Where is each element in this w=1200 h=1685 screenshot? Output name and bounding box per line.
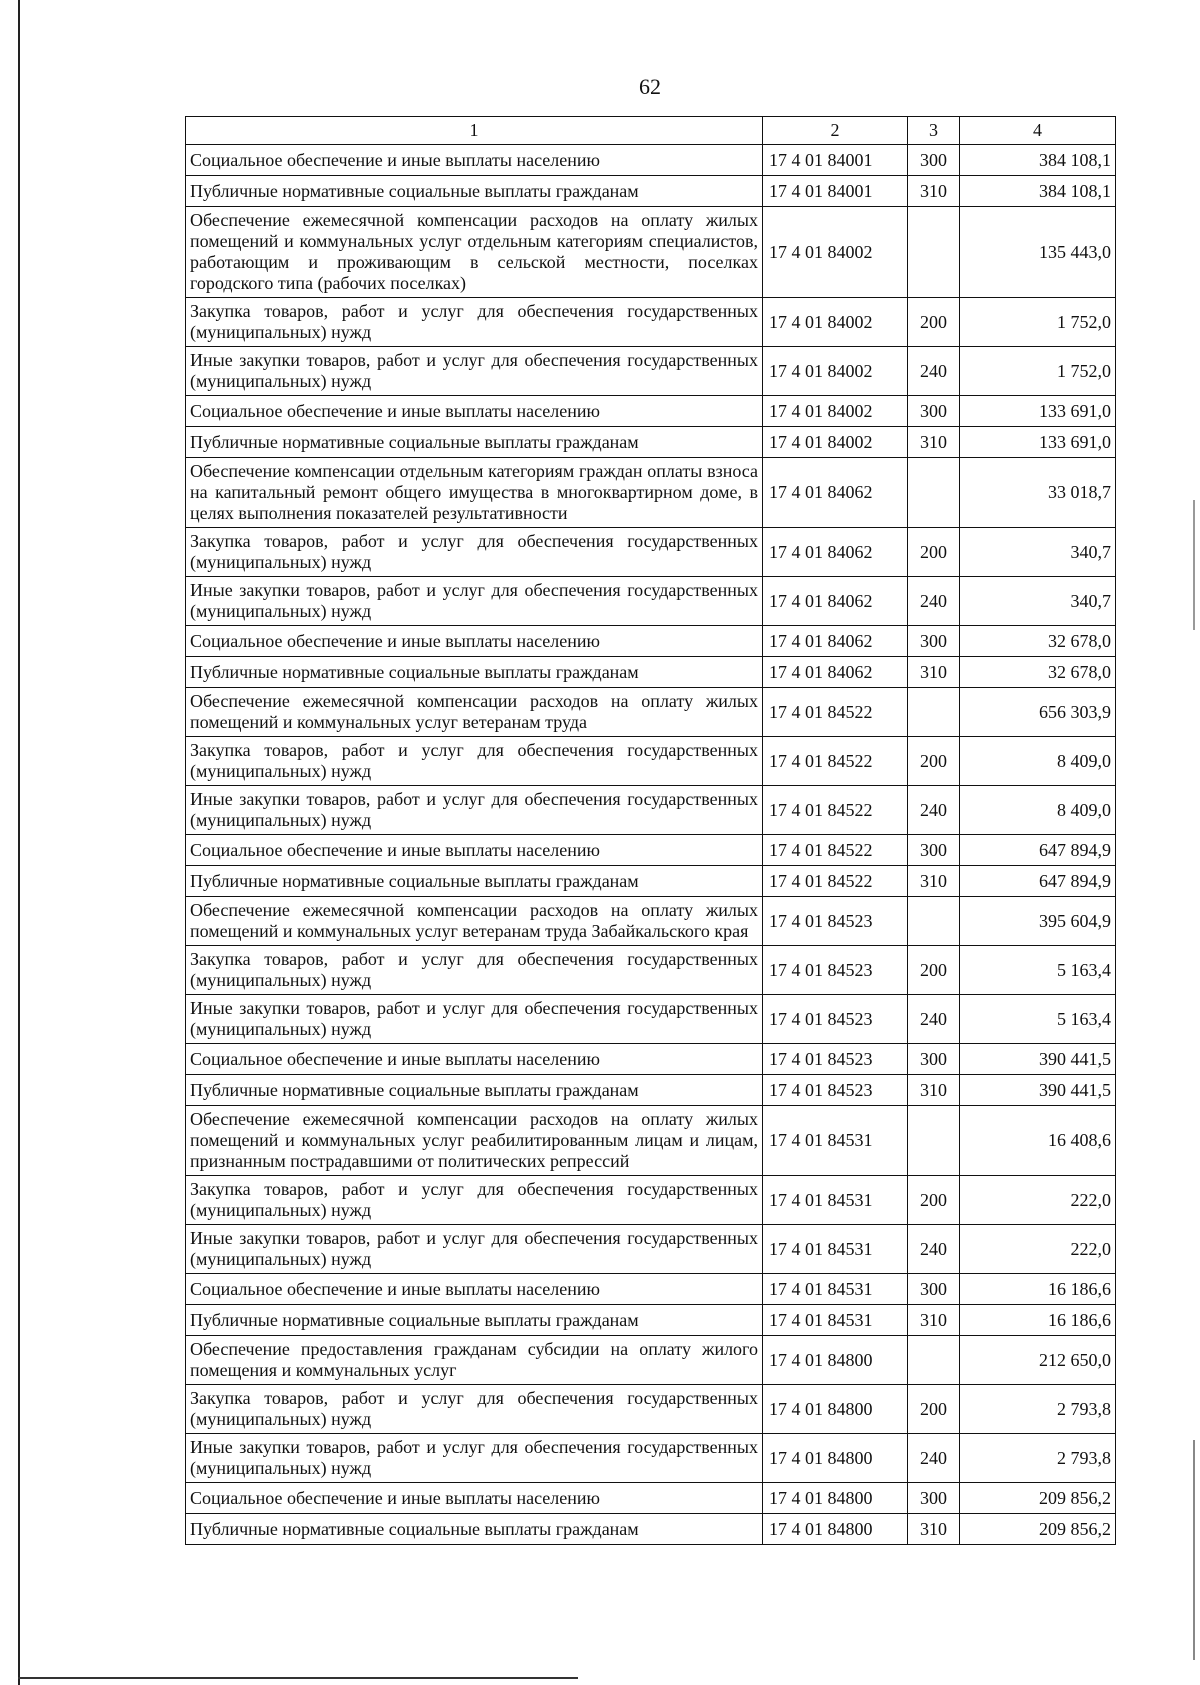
scan-right-mark <box>1193 500 1195 630</box>
code-cell: 17 4 01 84002 <box>763 298 908 347</box>
amount-cell: 384 108,1 <box>960 145 1116 176</box>
code-cell: 17 4 01 84522 <box>763 688 908 737</box>
table-row <box>186 946 1116 995</box>
amount-cell: 2 793,8 <box>960 1434 1116 1483</box>
expense-type-cell: 310 <box>908 427 960 458</box>
amount-cell: 209 856,2 <box>960 1514 1116 1545</box>
code-cell: 17 4 01 84523 <box>763 1075 908 1106</box>
table-row <box>186 1514 1116 1545</box>
expense-type-cell: 300 <box>908 626 960 657</box>
description-cell: Иные закупки товаров, работ и услуг для обеспечения государственных (муниципальных) нужд <box>186 995 763 1044</box>
table-row <box>186 1336 1116 1385</box>
table-row <box>186 1483 1116 1514</box>
table-row <box>186 737 1116 786</box>
amount-cell: 647 894,9 <box>960 835 1116 866</box>
code-cell: 17 4 01 84001 <box>763 145 908 176</box>
table-row <box>186 897 1116 946</box>
description-cell: Публичные нормативные социальные выплаты гражданам <box>186 866 763 897</box>
expense-type-cell: 310 <box>908 657 960 688</box>
code-cell: 17 4 01 84062 <box>763 626 908 657</box>
expense-type-cell <box>908 207 960 298</box>
amount-cell: 33 018,7 <box>960 458 1116 528</box>
description-cell: Иные закупки товаров, работ и услуг для обеспечения государственных (муниципальных) нужд <box>186 786 763 835</box>
table-row <box>186 1305 1116 1336</box>
amount-cell: 133 691,0 <box>960 427 1116 458</box>
page-number: 62 <box>639 74 661 99</box>
description-cell: Обеспечение ежемесячной компенсации расходов на оплату жилых помещений и коммунальных услуг ветеранам труда Забайкальского края <box>186 897 763 946</box>
code-cell: 17 4 01 84062 <box>763 577 908 626</box>
description-cell: Социальное обеспечение и иные выплаты населению <box>186 145 763 176</box>
table-row <box>186 786 1116 835</box>
code-cell: 17 4 01 84522 <box>763 786 908 835</box>
description-cell: Социальное обеспечение и иные выплаты населению <box>186 626 763 657</box>
table-row <box>186 866 1116 897</box>
expense-type-cell: 200 <box>908 1385 960 1434</box>
code-cell: 17 4 01 84800 <box>763 1514 908 1545</box>
amount-cell: 222,0 <box>960 1225 1116 1274</box>
expense-type-cell: 300 <box>908 1044 960 1075</box>
code-cell: 17 4 01 84531 <box>763 1274 908 1305</box>
table-row <box>186 995 1116 1044</box>
amount-cell: 32 678,0 <box>960 626 1116 657</box>
code-cell: 17 4 01 84062 <box>763 458 908 528</box>
amount-cell: 32 678,0 <box>960 657 1116 688</box>
amount-cell: 5 163,4 <box>960 995 1116 1044</box>
code-cell: 17 4 01 84531 <box>763 1305 908 1336</box>
description-cell: Закупка товаров, работ и услуг для обеспечения государственных (муниципальных) нужд <box>186 1385 763 1434</box>
table-row <box>186 577 1116 626</box>
header-cell-4: 4 <box>960 117 1116 145</box>
expense-type-cell: 300 <box>908 835 960 866</box>
amount-cell: 1 752,0 <box>960 347 1116 396</box>
table-row <box>186 1274 1116 1305</box>
description-cell: Закупка товаров, работ и услуг для обеспечения государственных (муниципальных) нужд <box>186 528 763 577</box>
amount-cell: 340,7 <box>960 577 1116 626</box>
code-cell: 17 4 01 84002 <box>763 207 908 298</box>
code-cell: 17 4 01 84523 <box>763 995 908 1044</box>
description-cell: Закупка товаров, работ и услуг для обеспечения государственных (муниципальных) нужд <box>186 737 763 786</box>
code-cell: 17 4 01 84531 <box>763 1106 908 1176</box>
table-row <box>186 1225 1116 1274</box>
table-row <box>186 1434 1116 1483</box>
description-cell: Социальное обеспечение и иные выплаты населению <box>186 1483 763 1514</box>
expense-type-cell: 240 <box>908 347 960 396</box>
amount-cell: 647 894,9 <box>960 866 1116 897</box>
expense-type-cell: 200 <box>908 1176 960 1225</box>
amount-cell: 390 441,5 <box>960 1044 1116 1075</box>
amount-cell: 16 186,6 <box>960 1274 1116 1305</box>
expense-type-cell <box>908 1336 960 1385</box>
table-row <box>186 347 1116 396</box>
code-cell: 17 4 01 84800 <box>763 1336 908 1385</box>
description-cell: Обеспечение ежемесячной компенсации расходов на оплату жилых помещений и коммунальных услуг ветеранам труда <box>186 688 763 737</box>
table-body <box>186 117 1116 1545</box>
code-cell: 17 4 01 84800 <box>763 1434 908 1483</box>
code-cell: 17 4 01 84800 <box>763 1385 908 1434</box>
expense-type-cell: 310 <box>908 866 960 897</box>
description-cell: Публичные нормативные социальные выплаты гражданам <box>186 657 763 688</box>
description-cell: Обеспечение предоставления гражданам субсидии на оплату жилого помещения и коммунальных услуг <box>186 1336 763 1385</box>
table-row <box>186 1176 1116 1225</box>
table-row <box>186 688 1116 737</box>
description-cell: Публичные нормативные социальные выплаты гражданам <box>186 1305 763 1336</box>
code-cell: 17 4 01 84523 <box>763 946 908 995</box>
description-cell: Публичные нормативные социальные выплаты гражданам <box>186 1514 763 1545</box>
table-row <box>186 298 1116 347</box>
description-cell: Публичные нормативные социальные выплаты гражданам <box>186 176 763 207</box>
table-header-row <box>186 117 1116 145</box>
table-row <box>186 176 1116 207</box>
description-cell: Социальное обеспечение и иные выплаты населению <box>186 396 763 427</box>
table-row <box>186 1385 1116 1434</box>
code-cell: 17 4 01 84523 <box>763 1044 908 1075</box>
table-row <box>186 1075 1116 1106</box>
expense-type-cell: 240 <box>908 786 960 835</box>
amount-cell: 16 408,6 <box>960 1106 1116 1176</box>
code-cell: 17 4 01 84001 <box>763 176 908 207</box>
code-cell: 17 4 01 84800 <box>763 1483 908 1514</box>
code-cell: 17 4 01 84522 <box>763 866 908 897</box>
amount-cell: 8 409,0 <box>960 737 1116 786</box>
description-cell: Иные закупки товаров, работ и услуг для обеспечения государственных (муниципальных) нужд <box>186 577 763 626</box>
expense-type-cell: 310 <box>908 1075 960 1106</box>
expense-type-cell <box>908 458 960 528</box>
scan-left-edge <box>18 0 20 1685</box>
table-row <box>186 427 1116 458</box>
description-cell: Закупка товаров, работ и услуг для обеспечения государственных (муниципальных) нужд <box>186 298 763 347</box>
expense-type-cell: 240 <box>908 995 960 1044</box>
expense-type-cell: 300 <box>908 396 960 427</box>
budget-table <box>185 116 1116 1545</box>
description-cell: Иные закупки товаров, работ и услуг для обеспечения государственных (муниципальных) нужд <box>186 1434 763 1483</box>
code-cell: 17 4 01 84002 <box>763 347 908 396</box>
code-cell: 17 4 01 84062 <box>763 528 908 577</box>
amount-cell: 222,0 <box>960 1176 1116 1225</box>
amount-cell: 390 441,5 <box>960 1075 1116 1106</box>
table-row <box>186 835 1116 866</box>
table-row <box>186 207 1116 298</box>
table-row <box>186 145 1116 176</box>
expense-type-cell: 310 <box>908 176 960 207</box>
table-row <box>186 396 1116 427</box>
amount-cell: 1 752,0 <box>960 298 1116 347</box>
header-cell-3: 3 <box>908 117 960 145</box>
amount-cell: 209 856,2 <box>960 1483 1116 1514</box>
expense-type-cell: 300 <box>908 145 960 176</box>
description-cell: Закупка товаров, работ и услуг для обеспечения государственных (муниципальных) нужд <box>186 1176 763 1225</box>
amount-cell: 8 409,0 <box>960 786 1116 835</box>
expense-type-cell: 300 <box>908 1483 960 1514</box>
code-cell: 17 4 01 84531 <box>763 1225 908 1274</box>
amount-cell: 384 108,1 <box>960 176 1116 207</box>
expense-type-cell: 240 <box>908 577 960 626</box>
header-cell-1: 1 <box>186 117 763 145</box>
description-cell: Публичные нормативные социальные выплаты гражданам <box>186 427 763 458</box>
description-cell: Социальное обеспечение и иные выплаты населению <box>186 1274 763 1305</box>
table-row <box>186 657 1116 688</box>
description-cell: Публичные нормативные социальные выплаты гражданам <box>186 1075 763 1106</box>
amount-cell: 656 303,9 <box>960 688 1116 737</box>
table-row <box>186 1106 1116 1176</box>
expense-type-cell: 200 <box>908 298 960 347</box>
amount-cell: 5 163,4 <box>960 946 1116 995</box>
amount-cell: 135 443,0 <box>960 207 1116 298</box>
code-cell: 17 4 01 84002 <box>763 396 908 427</box>
description-cell: Обеспечение ежемесячной компенсации расходов на оплату жилых помещений и коммунальных услуг отдельным категориям специалистов, работающим и проживающим в сельской местности, поселках городского типа (рабочих поселках) <box>186 207 763 298</box>
description-cell: Обеспечение компенсации отдельным категориям граждан оплаты взноса на капитальный ремонт общего имущества в многоквартирном доме, в целях выполнения показателей результативности <box>186 458 763 528</box>
expense-type-cell: 200 <box>908 737 960 786</box>
description-cell: Иные закупки товаров, работ и услуг для обеспечения государственных (муниципальных) нужд <box>186 1225 763 1274</box>
amount-cell: 16 186,6 <box>960 1305 1116 1336</box>
expense-type-cell <box>908 688 960 737</box>
expense-type-cell: 310 <box>908 1305 960 1336</box>
table-row <box>186 458 1116 528</box>
amount-cell: 212 650,0 <box>960 1336 1116 1385</box>
expense-type-cell: 200 <box>908 946 960 995</box>
code-cell: 17 4 01 84062 <box>763 657 908 688</box>
table-row <box>186 1044 1116 1075</box>
expense-type-cell: 300 <box>908 1274 960 1305</box>
expense-type-cell: 240 <box>908 1434 960 1483</box>
amount-cell: 340,7 <box>960 528 1116 577</box>
header-cell-2: 2 <box>763 117 908 145</box>
code-cell: 17 4 01 84522 <box>763 737 908 786</box>
code-cell: 17 4 01 84522 <box>763 835 908 866</box>
description-cell: Закупка товаров, работ и услуг для обеспечения государственных (муниципальных) нужд <box>186 946 763 995</box>
scan-right-mark-lower <box>1193 1440 1195 1660</box>
expense-type-cell: 310 <box>908 1514 960 1545</box>
code-cell: 17 4 01 84531 <box>763 1176 908 1225</box>
code-cell: 17 4 01 84002 <box>763 427 908 458</box>
expense-type-cell <box>908 897 960 946</box>
expense-type-cell: 200 <box>908 528 960 577</box>
scan-bottom-edge <box>18 1677 578 1679</box>
amount-cell: 395 604,9 <box>960 897 1116 946</box>
amount-cell: 133 691,0 <box>960 396 1116 427</box>
table-row <box>186 528 1116 577</box>
description-cell: Обеспечение ежемесячной компенсации расходов на оплату жилых помещений и коммунальных услуг реабилитированным лицам и лицам, признанным пострадавшими от политических репрессий <box>186 1106 763 1176</box>
expense-type-cell <box>908 1106 960 1176</box>
description-cell: Социальное обеспечение и иные выплаты населению <box>186 835 763 866</box>
description-cell: Социальное обеспечение и иные выплаты населению <box>186 1044 763 1075</box>
description-cell: Иные закупки товаров, работ и услуг для обеспечения государственных (муниципальных) нужд <box>186 347 763 396</box>
expense-type-cell: 240 <box>908 1225 960 1274</box>
amount-cell: 2 793,8 <box>960 1385 1116 1434</box>
table-row <box>186 626 1116 657</box>
code-cell: 17 4 01 84523 <box>763 897 908 946</box>
